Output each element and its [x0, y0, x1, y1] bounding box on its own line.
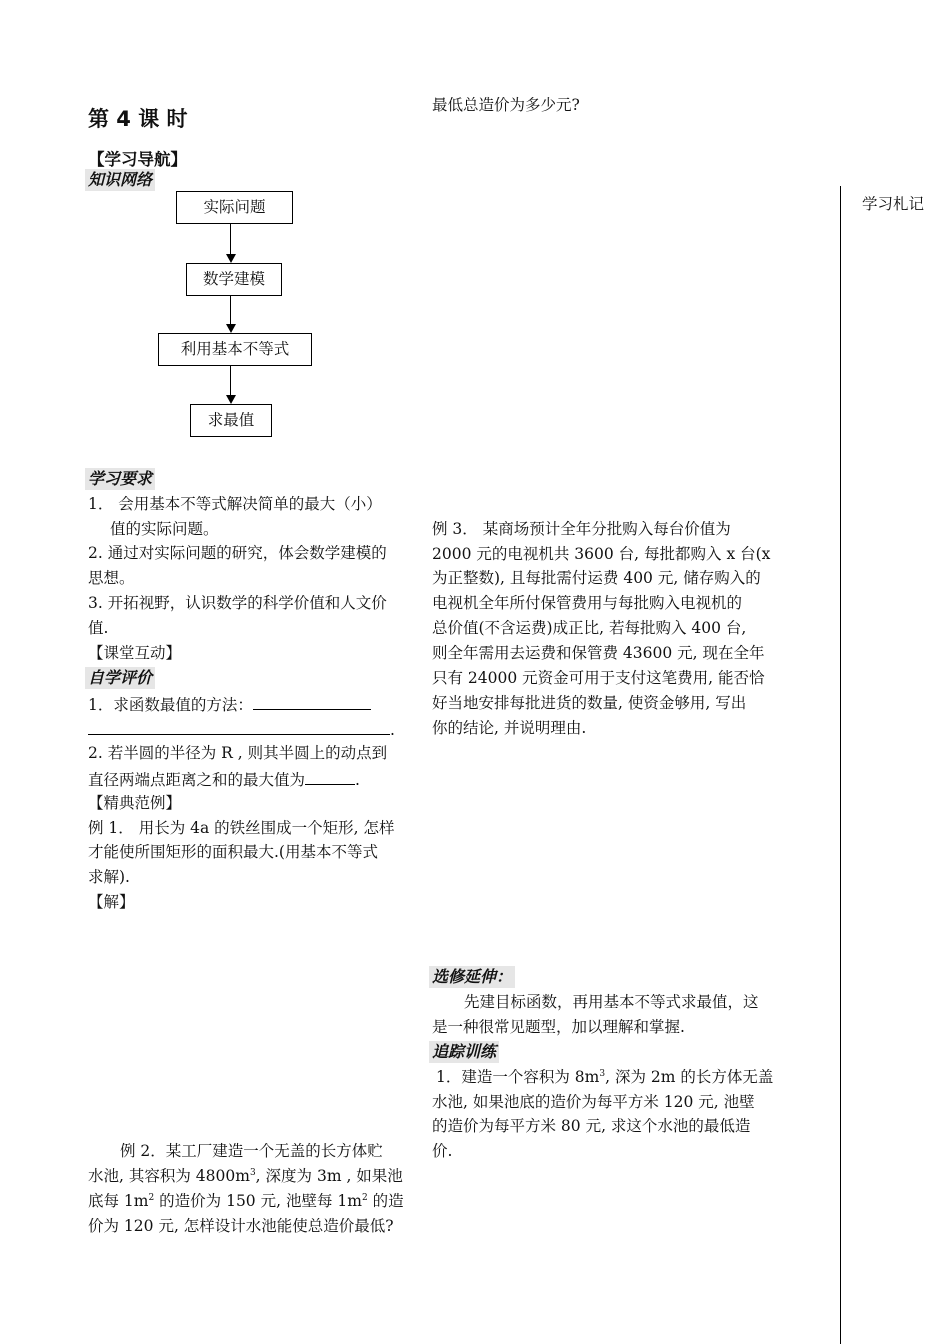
example-3-line-5: 则全年需用去运费和保管费 43600 元, 现在全年: [432, 644, 765, 662]
nav-header: 【学习导航】: [88, 150, 187, 169]
tracking-1a-part1: 1．建造一个容积为 8m: [436, 1068, 600, 1086]
question-1-text: 1．求函数最值的方法：: [88, 696, 253, 714]
flow-box-modeling: 数学建模: [186, 263, 282, 296]
flow-box-actual-problem: 实际问题: [176, 191, 293, 224]
superscript-3: 3: [249, 1167, 256, 1178]
answer-blank-1b[interactable]: [88, 716, 390, 735]
classroom-header: 【课堂互动】: [88, 644, 182, 662]
lesson-title: 第 4 课 时: [88, 107, 188, 131]
requirements-header: 学习要求: [85, 468, 155, 490]
notes-divider: [840, 186, 841, 1344]
example-2d: 价为 120 元, 怎样设计水池能使总造价最低?: [88, 1217, 394, 1235]
example-1c: 求解).: [88, 868, 130, 886]
example-2b: [88, 1164, 403, 1189]
examples-header: 【精典范例】: [88, 794, 182, 812]
requirement-2a: 2. 通过对实际问题的研究，体会数学建模的: [88, 544, 387, 562]
example-2b-part1: 水池, 其容积为 4800m: [88, 1167, 250, 1185]
question-1-line2: .: [88, 716, 395, 743]
example-3-line-1: 2000 元的电视机共 3600 台, 每批都购入 x 台(x: [432, 545, 771, 563]
question-2b-text: 直径两端点距离之和的最大值为: [88, 771, 306, 789]
tracking-header: 追踪训练: [429, 1041, 499, 1063]
superscript-3-track: 3: [599, 1068, 606, 1079]
answer-blank-2[interactable]: [305, 766, 355, 785]
example-3-line-4: 总价值(不含运费)成正比, 若每批购入 400 台,: [432, 619, 747, 637]
requirement-1: 1． 会用基本不等式解决简单的最大（小）: [88, 495, 382, 513]
knowledge-network-header: 知识网络: [85, 169, 155, 191]
example-3-line-6: 只有 24000 元资金可用于支付这笔费用, 能否恰: [432, 669, 765, 687]
tracking-1d: 价.: [432, 1142, 453, 1160]
example-2c-part3: 的造: [367, 1192, 404, 1210]
flow-arrowhead-2: [226, 324, 236, 333]
example-2a: 例 2．某工厂建造一个无盖的长方体贮: [120, 1142, 383, 1160]
example-3-line-3: 电视机全年所付保管费用与每批购入电视机的: [432, 594, 743, 612]
requirement-1-cont: 值的实际问题。: [110, 520, 219, 538]
example-2-continued: 最低总造价为多少元?: [432, 96, 580, 114]
example-3-line-7: 好当地安排每批进货的数量, 使资金够用, 写出: [432, 694, 747, 712]
example-2c-part2: 的造价为 150 元, 池壁每 1m: [154, 1192, 362, 1210]
example-2c-part1: 底每 1m: [88, 1192, 149, 1210]
flow-box-extremum: 求最值: [190, 404, 272, 437]
requirement-3a: 3. 开拓视野，认识数学的科学价值和人文价: [88, 594, 387, 612]
tracking-1a: [436, 1065, 773, 1090]
question-2b: 直径两端点距离之和的最大值为 .: [88, 766, 360, 793]
requirement-2b: 思想。: [88, 569, 135, 587]
question-2a: 2. 若半圆的半径为 R , 则其半圆上的动点到: [88, 744, 388, 762]
flow-arrowhead-1: [226, 254, 236, 263]
tracking-1c: 的造价为每平方米 80 元, 求这个水池的最低造: [432, 1117, 751, 1135]
flow-arrowhead-3: [226, 395, 236, 404]
example-1b: 才能使所围矩形的面积最大.(用基本不等式: [88, 843, 378, 861]
self-eval-header: 自学评价: [85, 667, 155, 689]
flow-arrow-3: [230, 366, 231, 395]
example-3-line-2: 为正整数), 且每批需付运费 400 元, 储存购入的: [432, 569, 761, 587]
solution-label: 【解】: [88, 893, 135, 911]
tracking-1a-part2: , 深为 2m 的长方体无盖: [605, 1068, 774, 1086]
example-2c: [88, 1189, 404, 1214]
superscript-2a: 2: [148, 1192, 155, 1203]
flow-arrow-2: [230, 296, 231, 324]
answer-blank-1a[interactable]: [253, 691, 371, 710]
elective-header: 选修延伸：: [429, 966, 515, 988]
notes-label: 学习札记: [862, 195, 925, 213]
example-2b-part2: , 深度为 3m , 如果池: [255, 1167, 403, 1185]
requirement-3b: 值.: [88, 619, 109, 637]
example-1a: 例 1． 用长为 4a 的铁丝围成一个矩形, 怎样: [88, 819, 395, 837]
elective-text-a: 先建目标函数，再用基本不等式求最值，这: [464, 993, 759, 1011]
question-1: [88, 691, 371, 718]
superscript-2b: 2: [361, 1192, 368, 1203]
tracking-1b: 水池, 如果池底的造价为每平方米 120 元, 池壁: [432, 1093, 755, 1111]
elective-text-b: 是一种很常见题型，加以理解和掌握.: [432, 1018, 685, 1036]
example-3-line-8: 你的结论, 并说明理由.: [432, 719, 587, 737]
flow-arrow-1: [230, 224, 231, 254]
example-3-line-0: 例 3． 某商场预计全年分批购入每台价值为: [432, 520, 731, 538]
flow-box-inequality: 利用基本不等式: [158, 333, 312, 366]
